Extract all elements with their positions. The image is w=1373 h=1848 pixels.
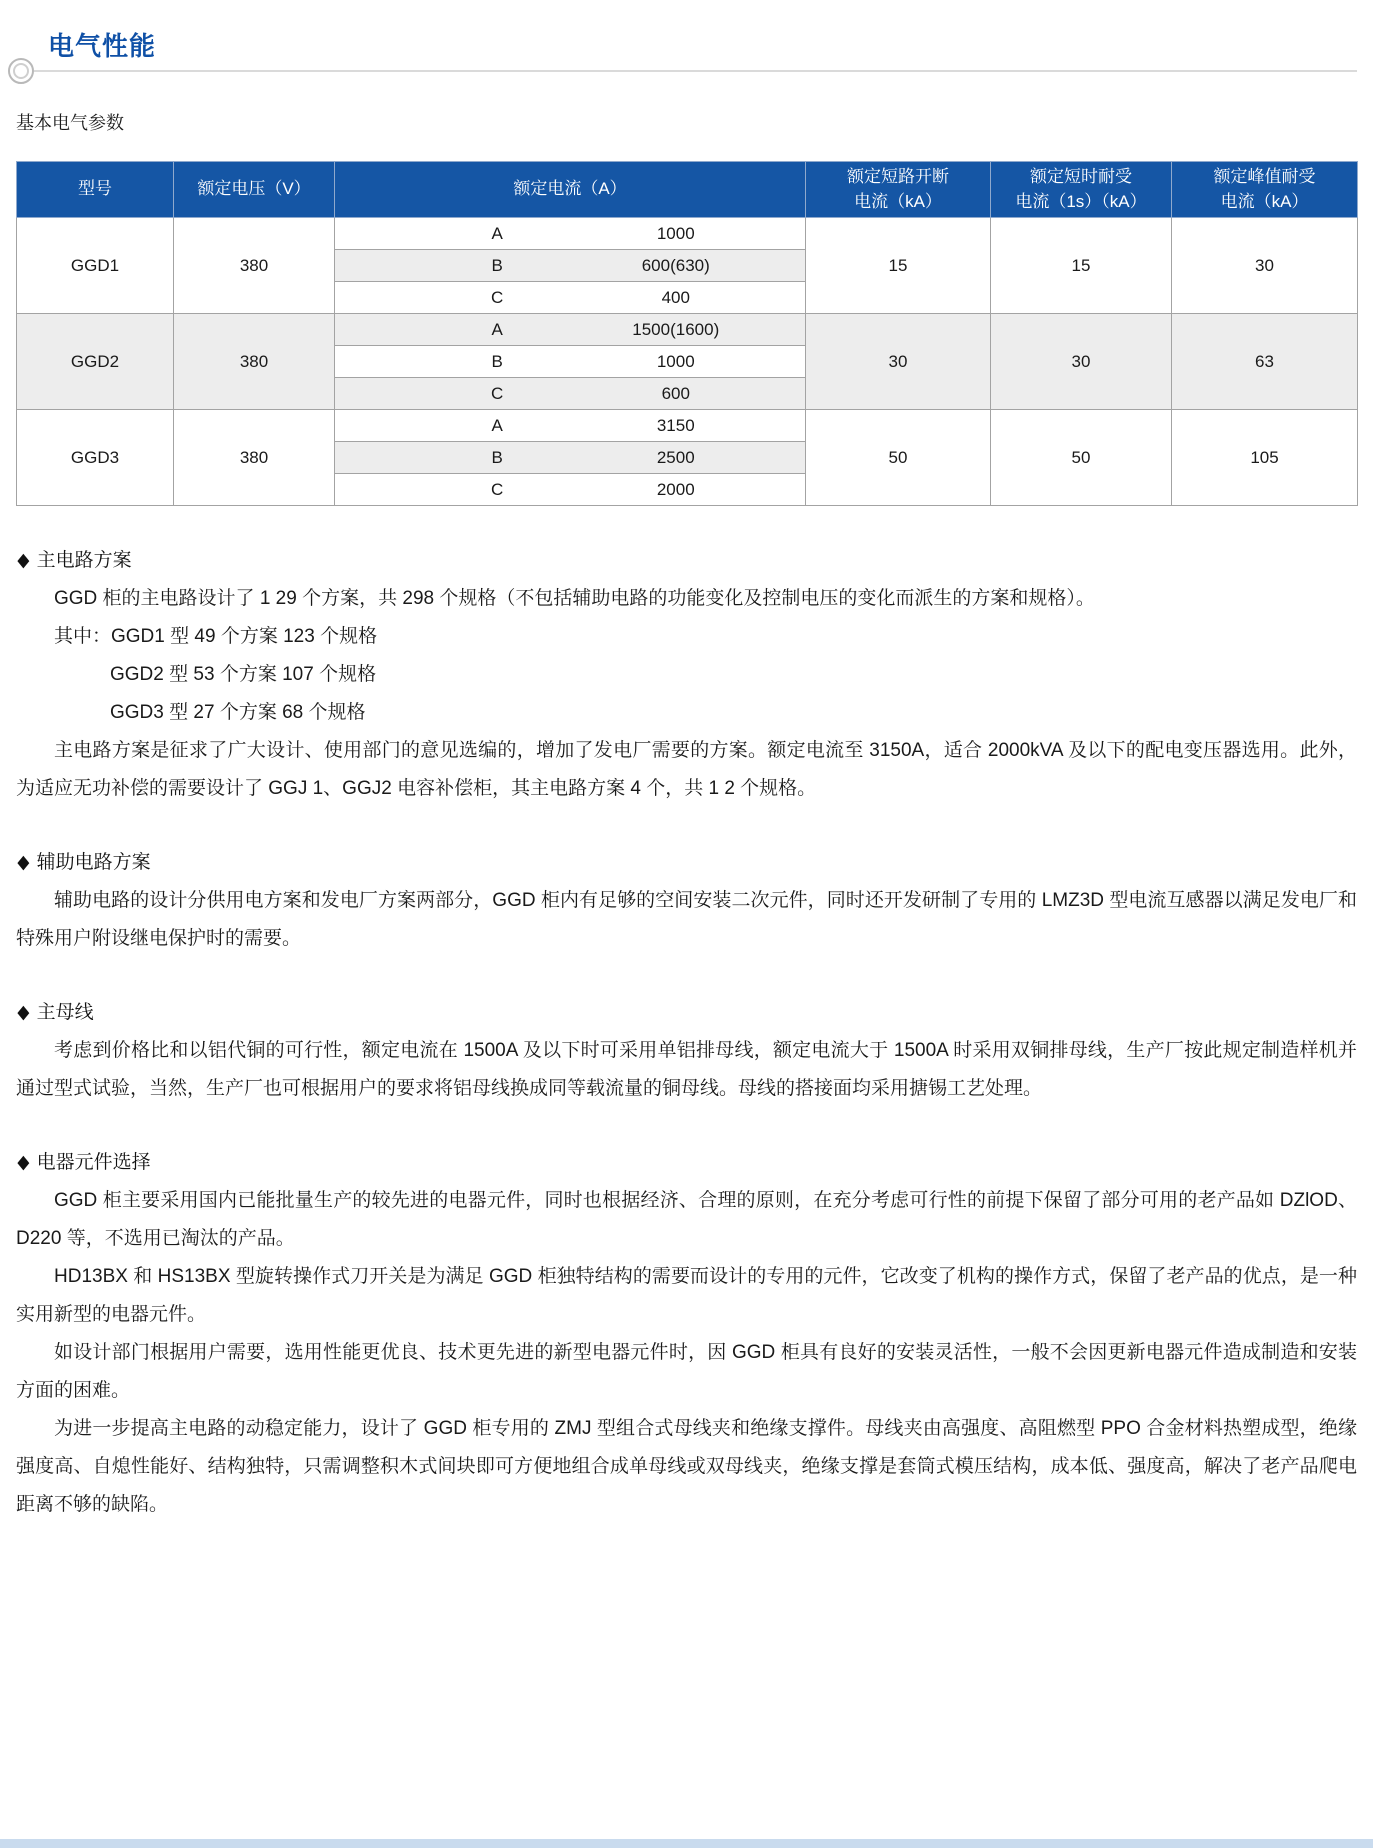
voltage-cell: 380 [174,218,335,314]
current-value: 2500 [656,447,695,467]
voltage-cell: 380 [174,410,335,506]
voltage-cell: 380 [174,314,335,410]
section-auxiliary-circuit [16,844,1357,958]
section-heading-label: 主电路方案 [36,550,132,571]
table-header-row [17,162,1358,218]
table-row [17,410,1358,442]
electrical-parameters-table [16,161,1358,506]
model-cell: GGD1 [17,218,174,314]
paragraph: 为进一步提高主电路的动稳定能力，设计了 GGD 柜专用的 ZMJ 型组合式母线夹和绝缘支撑件。母线夹由高强度、高阻燃型 PPO 合金材料热塑成型，绝缘强度高、自熄性能好、结构独特，只需调整积木式间块即可方便地组合成单母线或双母线夹，绝缘支撑是套筒式模压结构，成本低、强度高，解决了老产品爬电距离不够的缺陷。 [16,1418,1357,1515]
current-value: 600 [661,383,690,403]
header-breaking-current: 额定短路开断 电流（kA） [806,162,991,218]
current-letter: A [491,319,503,339]
current-letter: C [491,383,504,403]
page-title: 电气性能 [48,31,157,61]
table-row [17,314,1358,346]
current-letter: C [491,479,504,499]
current-value: 400 [661,287,690,307]
header-current: 额定电流（A） [335,162,806,218]
table-row [17,218,1358,250]
paragraph: 主电路方案是征求了广大设计、使用部门的意见选编的，增加了发电厂需要的方案。额定电流至 3150A，适合 2000kVA 及以下的配电变压器选用。此外，为适应无功补偿的需要设计了 GGJ 1、GGJ2 电容补偿柜，其主电路方案 4 个，共 1 2 个规格。 [16,740,1357,799]
withstand-current-cell: 50 [991,410,1172,506]
withstand-current-cell: 30 [991,314,1172,410]
section-heading [16,994,1357,1032]
current-cell [335,218,806,250]
diamond-icon: ◆ [17,1152,30,1173]
withstand-current-cell: 15 [991,218,1172,314]
section-main-circuit [16,542,1357,808]
peak-current-cell: 63 [1172,314,1358,410]
header-model: 型号 [17,162,174,218]
current-value: 1500(1600) [632,319,720,339]
current-cell [335,346,806,378]
ring-icon [8,58,34,84]
title-rule-line [34,70,1357,72]
section-main-busbar [16,994,1357,1108]
current-cell [335,410,806,442]
current-cell [335,378,806,410]
section-heading-label: 主母线 [36,1002,94,1023]
diamond-icon: ◆ [17,852,30,873]
current-value: 1000 [656,223,695,243]
current-cell [335,474,806,506]
breaking-current-cell: 30 [806,314,991,410]
section-heading-label: 辅助电路方案 [36,852,151,873]
model-cell: GGD3 [17,410,174,506]
current-letter: B [491,351,503,371]
paragraph: GGD 柜的主电路设计了 1 29 个方案，共 298 个规格（不包括辅助电路的功能变化及控制电压的变化而派生的方案和规格）。 [54,588,1095,609]
section-heading [16,844,1357,882]
section-component-selection [16,1144,1357,1524]
paragraph: 考虑到价格比和以铝代铜的可行性，额定电流在 1500A 及以下时可采用单铝排母线，额定电流大于 1500A 时采用双铜排母线，生产厂按此规定制造样机并通过型式试验，当然，生产厂也可根据用户的要求将铝母线换成同等载流量的铜母线。母线的搭接面均采用搪锡工艺处理。 [16,1040,1357,1099]
detail-line: GGD3 型 27 个方案 68 个规格 [110,702,366,723]
current-value: 2000 [656,479,695,499]
model-cell: GGD2 [17,314,174,410]
footer-strip [0,1839,1373,1848]
section-heading [16,1144,1357,1182]
current-value: 3150 [656,415,695,435]
current-letter: B [491,255,503,275]
title-rule-row [0,55,1373,87]
table-caption: 基本电气参数 [16,113,124,133]
current-cell [335,250,806,282]
section-heading-label: 电器元件选择 [36,1152,151,1173]
diamond-icon: ◆ [17,550,30,571]
detail-line: 其中：GGD1 型 49 个方案 123 个规格 [54,626,378,647]
current-cell [335,314,806,346]
breaking-current-cell: 15 [806,218,991,314]
current-letter: A [491,223,503,243]
peak-current-cell: 30 [1172,218,1358,314]
section-heading [16,542,1357,580]
document-body [16,542,1357,1524]
current-value: 600(630) [641,255,710,275]
header-voltage: 额定电压（V） [174,162,335,218]
paragraph: 辅助电路的设计分供用电方案和发电厂方案两部分，GGD 柜内有足够的空间安装二次元件，同时还开发研制了专用的 LMZ3D 型电流互感器以满足发电厂和特殊用户附设继电保护时的需要。 [16,890,1357,949]
diamond-icon: ◆ [17,1002,30,1023]
current-letter: A [491,415,503,435]
header-withstand-current: 额定短时耐受 电流（1s）（kA） [991,162,1172,218]
current-cell [335,282,806,314]
current-cell [335,442,806,474]
current-letter: B [491,447,503,467]
paragraph: 如设计部门根据用户需要，选用性能更优良、技术更先进的新型电器元件时，因 GGD 柜具有良好的安装灵活性，一般不会因更新电器元件造成制造和安装方面的困难。 [16,1342,1357,1401]
page-header [0,0,1373,87]
breaking-current-cell: 50 [806,410,991,506]
current-value: 1000 [656,351,695,371]
paragraph: GGD 柜主要采用国内已能批量生产的较先进的电器元件，同时也根据经济、合理的原则，在充分考虑可行性的前提下保留了部分可用的老产品如 DZlOD、D220 等，不选用已淘汰的产品。 [16,1190,1357,1249]
header-peak-current: 额定峰值耐受 电流（kA） [1172,162,1358,218]
detail-line: GGD2 型 53 个方案 107 个规格 [110,664,377,685]
current-letter: C [491,287,504,307]
peak-current-cell: 105 [1172,410,1358,506]
paragraph: HD13BX 和 HS13BX 型旋转操作式刀开关是为满足 GGD 柜独特结构的需要而设计的专用的元件，它改变了机构的操作方式，保留了老产品的优点，是一种实用新型的电器元件。 [16,1266,1357,1325]
